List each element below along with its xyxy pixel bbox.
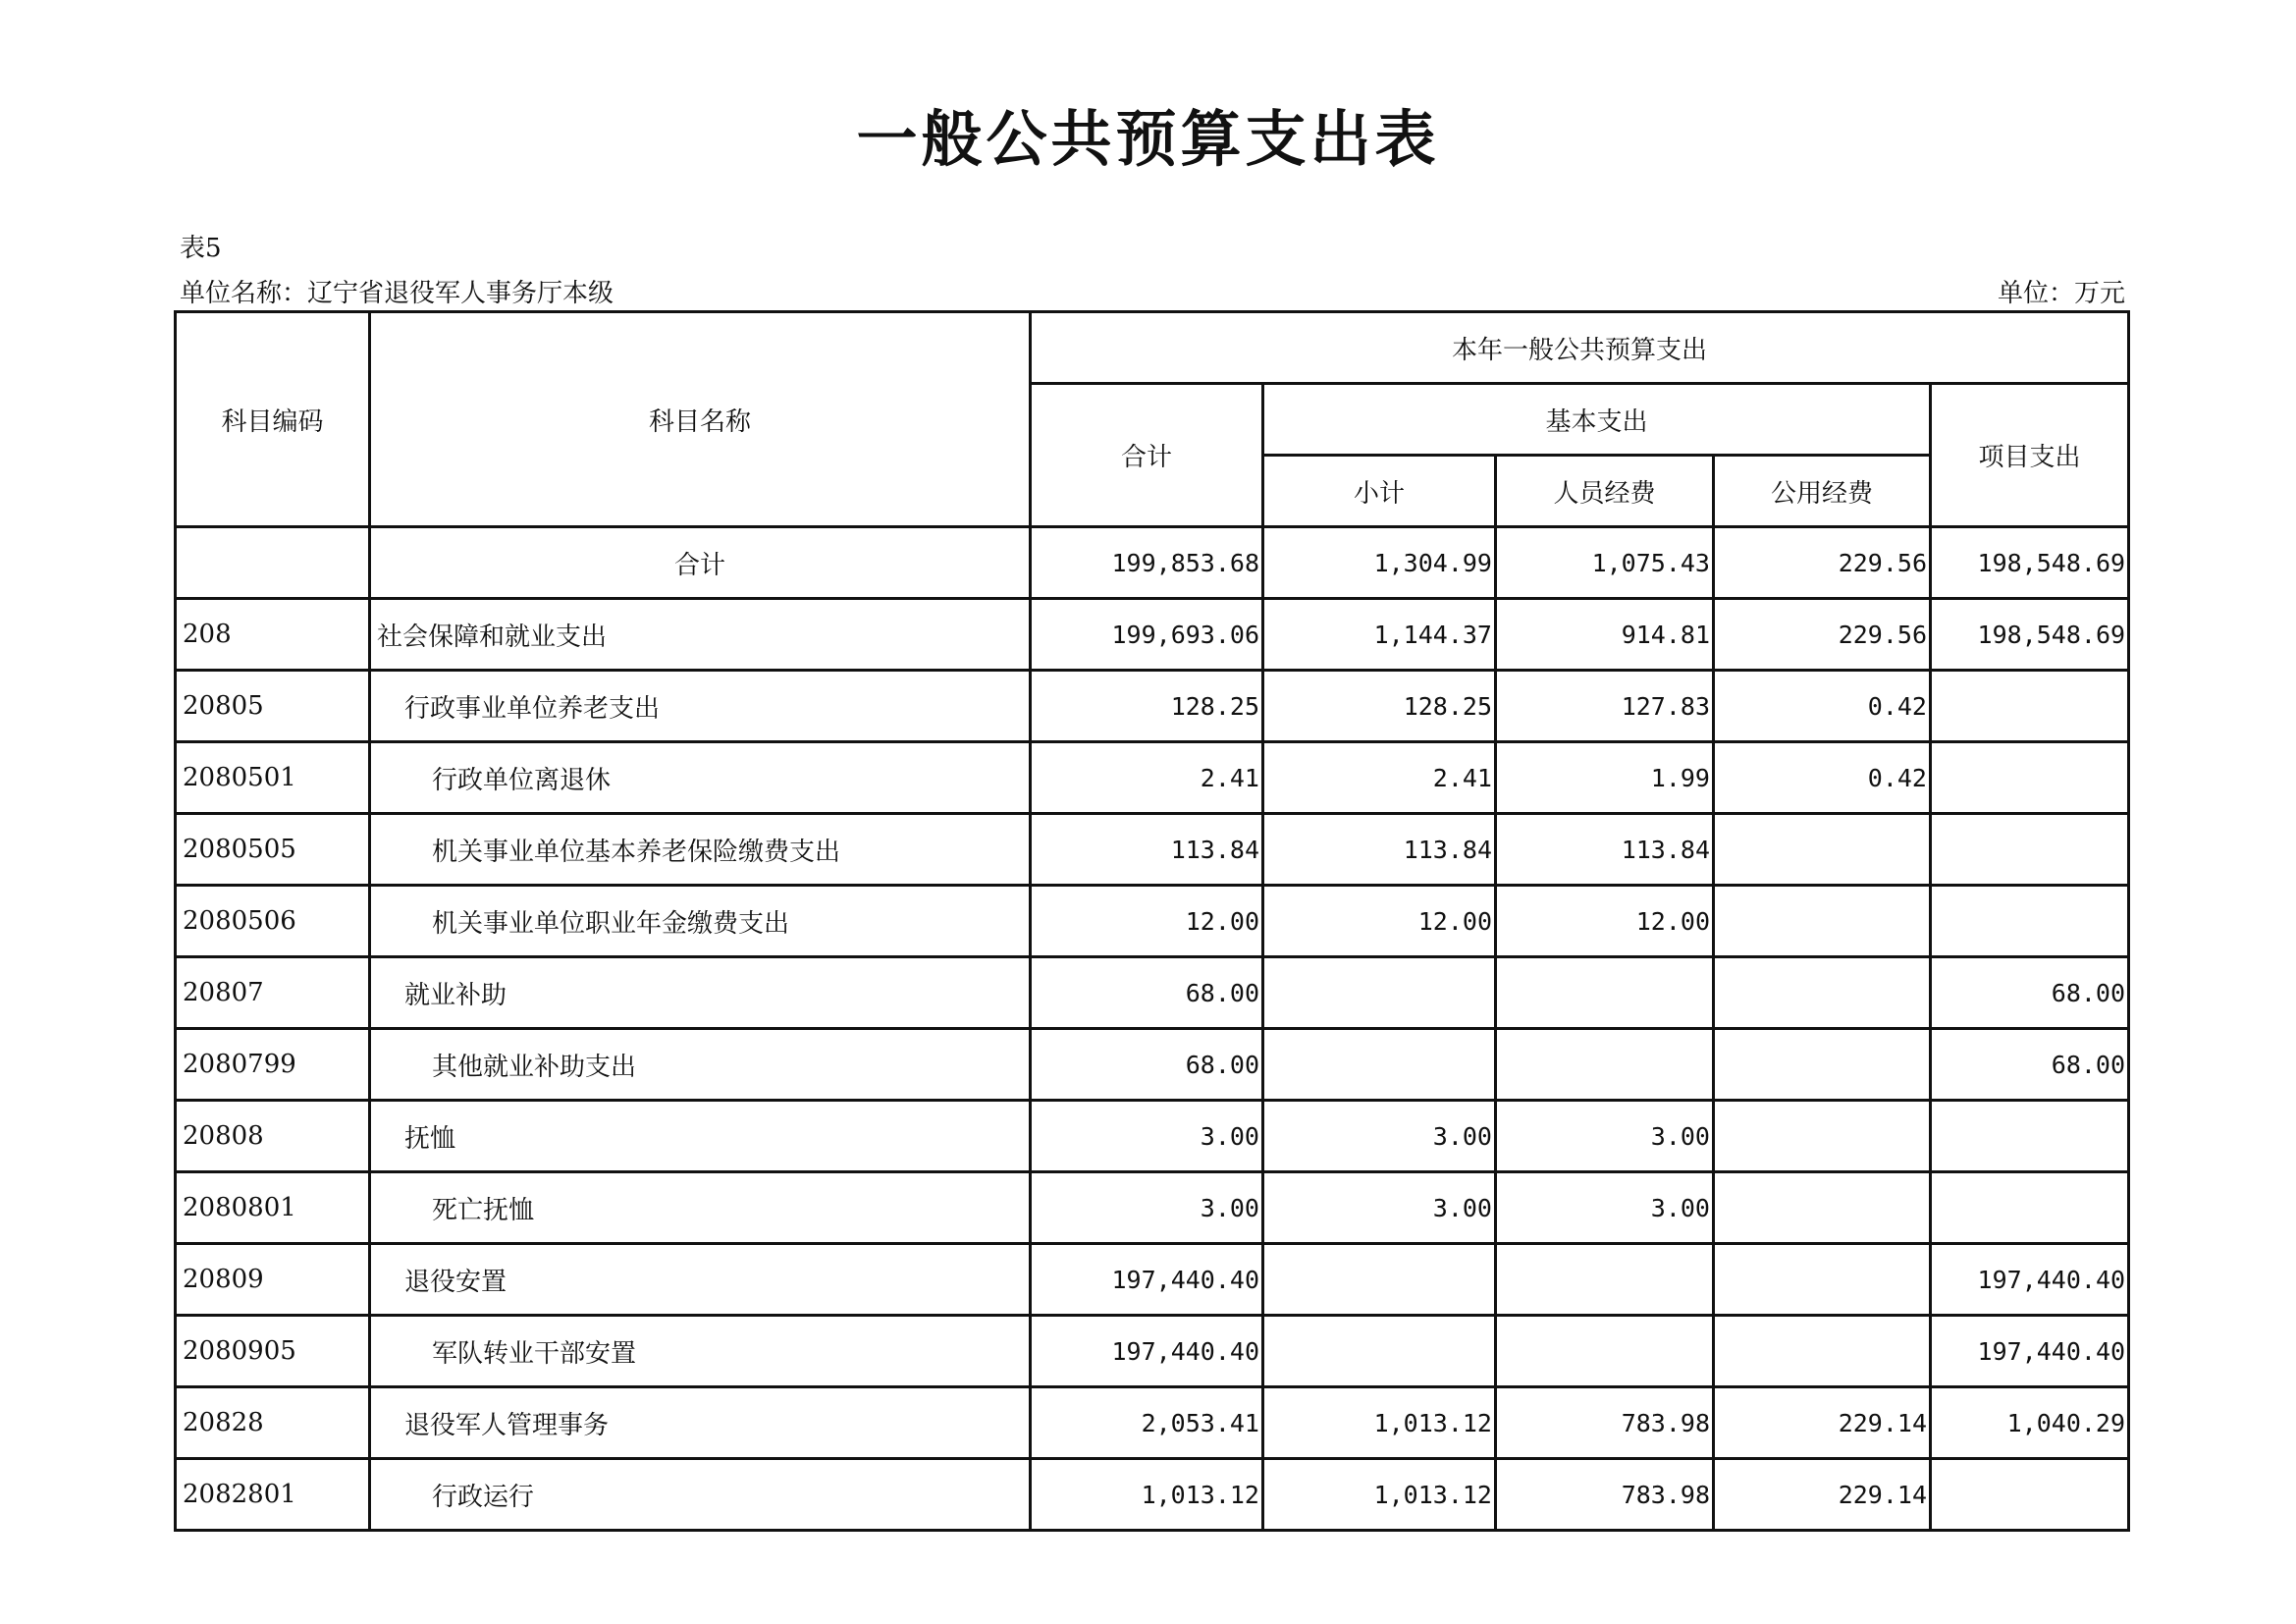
cell-name: 死亡抚恤 [370, 1172, 1031, 1244]
cell-project: 68.00 [1931, 1029, 2129, 1101]
cell-name: 合计 [370, 527, 1031, 599]
cell-total: 197,440.40 [1031, 1316, 1263, 1387]
cell-personnel [1496, 1029, 1714, 1101]
cell-personnel: 12.00 [1496, 886, 1714, 957]
cell-public [1714, 814, 1931, 886]
cell-project [1931, 814, 2129, 886]
table-row [176, 599, 2129, 671]
cell-project [1931, 1101, 2129, 1172]
cell-name: 军队转业干部安置 [370, 1316, 1031, 1387]
cell-code: 2080799 [176, 1029, 370, 1101]
table-row [176, 527, 2129, 599]
cell-personnel: 1,075.43 [1496, 527, 1714, 599]
cell-personnel [1496, 1244, 1714, 1316]
header-project: 项目支出 [1931, 384, 2129, 527]
page-title: 一般公共预算支出表 [856, 103, 1440, 175]
header-subtotal: 小计 [1263, 456, 1496, 527]
table-row [176, 886, 2129, 957]
cell-project: 1,040.29 [1931, 1387, 2129, 1459]
cell-code: 208 [176, 599, 370, 671]
cell-personnel: 914.81 [1496, 599, 1714, 671]
cell-total: 128.25 [1031, 671, 1263, 742]
cell-project: 198,548.69 [1931, 599, 2129, 671]
table-row [176, 1316, 2129, 1387]
cell-personnel: 783.98 [1496, 1387, 1714, 1459]
cell-subtotal: 128.25 [1263, 671, 1496, 742]
table-row [176, 1172, 2129, 1244]
cell-code: 2082801 [176, 1459, 370, 1531]
table-row [176, 1101, 2129, 1172]
cell-public [1714, 1101, 1931, 1172]
cell-code: 20805 [176, 671, 370, 742]
table-row [176, 1029, 2129, 1101]
table-row [176, 1244, 2129, 1316]
cell-code: 2080801 [176, 1172, 370, 1244]
cell-subtotal [1263, 1316, 1496, 1387]
cell-project [1931, 1172, 2129, 1244]
cell-name: 行政单位离退休 [370, 742, 1031, 814]
cell-public: 229.56 [1714, 599, 1931, 671]
cell-name: 退役安置 [370, 1244, 1031, 1316]
cell-subtotal: 3.00 [1263, 1101, 1496, 1172]
header-personnel: 人员经费 [1496, 456, 1714, 527]
cell-personnel: 3.00 [1496, 1101, 1714, 1172]
cell-total: 2.41 [1031, 742, 1263, 814]
header-name: 科目名称 [370, 312, 1031, 527]
cell-name: 其他就业补助支出 [370, 1029, 1031, 1101]
budget-expenditure-table [174, 310, 2130, 1532]
cell-code: 2080505 [176, 814, 370, 886]
cell-code [176, 527, 370, 599]
cell-personnel: 3.00 [1496, 1172, 1714, 1244]
cell-public: 229.14 [1714, 1387, 1931, 1459]
cell-subtotal: 1,013.12 [1263, 1459, 1496, 1531]
header-group: 本年一般公共预算支出 [1031, 312, 2129, 384]
cell-public [1714, 886, 1931, 957]
cell-total: 2,053.41 [1031, 1387, 1263, 1459]
cell-public [1714, 1029, 1931, 1101]
cell-code: 2080501 [176, 742, 370, 814]
cell-total: 1,013.12 [1031, 1459, 1263, 1531]
cell-personnel: 783.98 [1496, 1459, 1714, 1531]
header-basic: 基本支出 [1263, 384, 1931, 456]
cell-code: 20808 [176, 1101, 370, 1172]
cell-public: 0.42 [1714, 671, 1931, 742]
cell-total: 3.00 [1031, 1172, 1263, 1244]
cell-public: 229.14 [1714, 1459, 1931, 1531]
cell-personnel [1496, 1316, 1714, 1387]
table-row [176, 957, 2129, 1029]
cell-subtotal: 12.00 [1263, 886, 1496, 957]
cell-code: 20807 [176, 957, 370, 1029]
cell-public [1714, 957, 1931, 1029]
table-number: 表5 [180, 234, 222, 263]
cell-name: 机关事业单位职业年金缴费支出 [370, 886, 1031, 957]
cell-name: 机关事业单位基本养老保险缴费支出 [370, 814, 1031, 886]
cell-subtotal: 2.41 [1263, 742, 1496, 814]
cell-personnel [1496, 957, 1714, 1029]
currency-unit-label: 单位：万元 [1997, 279, 2125, 308]
unit-name-label: 单位名称：辽宁省退役军人事务厅本级 [180, 279, 614, 308]
cell-total: 197,440.40 [1031, 1244, 1263, 1316]
cell-project [1931, 886, 2129, 957]
cell-code: 20809 [176, 1244, 370, 1316]
cell-total: 12.00 [1031, 886, 1263, 957]
cell-total: 199,693.06 [1031, 599, 1263, 671]
cell-code: 2080506 [176, 886, 370, 957]
cell-project: 197,440.40 [1931, 1244, 2129, 1316]
cell-public [1714, 1316, 1931, 1387]
cell-name: 行政运行 [370, 1459, 1031, 1531]
cell-public [1714, 1244, 1931, 1316]
cell-name: 退役军人管理事务 [370, 1387, 1031, 1459]
cell-total: 199,853.68 [1031, 527, 1263, 599]
table-row [176, 742, 2129, 814]
cell-total: 3.00 [1031, 1101, 1263, 1172]
table-row [176, 1387, 2129, 1459]
cell-code: 20828 [176, 1387, 370, 1459]
cell-subtotal [1263, 1244, 1496, 1316]
cell-total: 68.00 [1031, 957, 1263, 1029]
cell-public: 229.56 [1714, 527, 1931, 599]
cell-total: 68.00 [1031, 1029, 1263, 1101]
cell-code: 2080905 [176, 1316, 370, 1387]
cell-name: 就业补助 [370, 957, 1031, 1029]
cell-personnel: 127.83 [1496, 671, 1714, 742]
cell-subtotal [1263, 957, 1496, 1029]
cell-subtotal: 1,013.12 [1263, 1387, 1496, 1459]
cell-personnel: 113.84 [1496, 814, 1714, 886]
cell-name: 抚恤 [370, 1101, 1031, 1172]
cell-project: 197,440.40 [1931, 1316, 2129, 1387]
cell-public: 0.42 [1714, 742, 1931, 814]
table-row [176, 814, 2129, 886]
cell-subtotal: 1,304.99 [1263, 527, 1496, 599]
cell-subtotal: 1,144.37 [1263, 599, 1496, 671]
header-code: 科目编码 [176, 312, 370, 527]
cell-name: 行政事业单位养老支出 [370, 671, 1031, 742]
cell-subtotal: 3.00 [1263, 1172, 1496, 1244]
cell-project [1931, 671, 2129, 742]
header-total: 合计 [1031, 384, 1263, 527]
cell-total: 113.84 [1031, 814, 1263, 886]
cell-public [1714, 1172, 1931, 1244]
header-public: 公用经费 [1714, 456, 1931, 527]
cell-name: 社会保障和就业支出 [370, 599, 1031, 671]
table-row [176, 671, 2129, 742]
cell-project [1931, 742, 2129, 814]
cell-personnel: 1.99 [1496, 742, 1714, 814]
cell-project: 68.00 [1931, 957, 2129, 1029]
table-row [176, 1459, 2129, 1531]
cell-project: 198,548.69 [1931, 527, 2129, 599]
cell-project [1931, 1459, 2129, 1531]
cell-subtotal [1263, 1029, 1496, 1101]
cell-subtotal: 113.84 [1263, 814, 1496, 886]
